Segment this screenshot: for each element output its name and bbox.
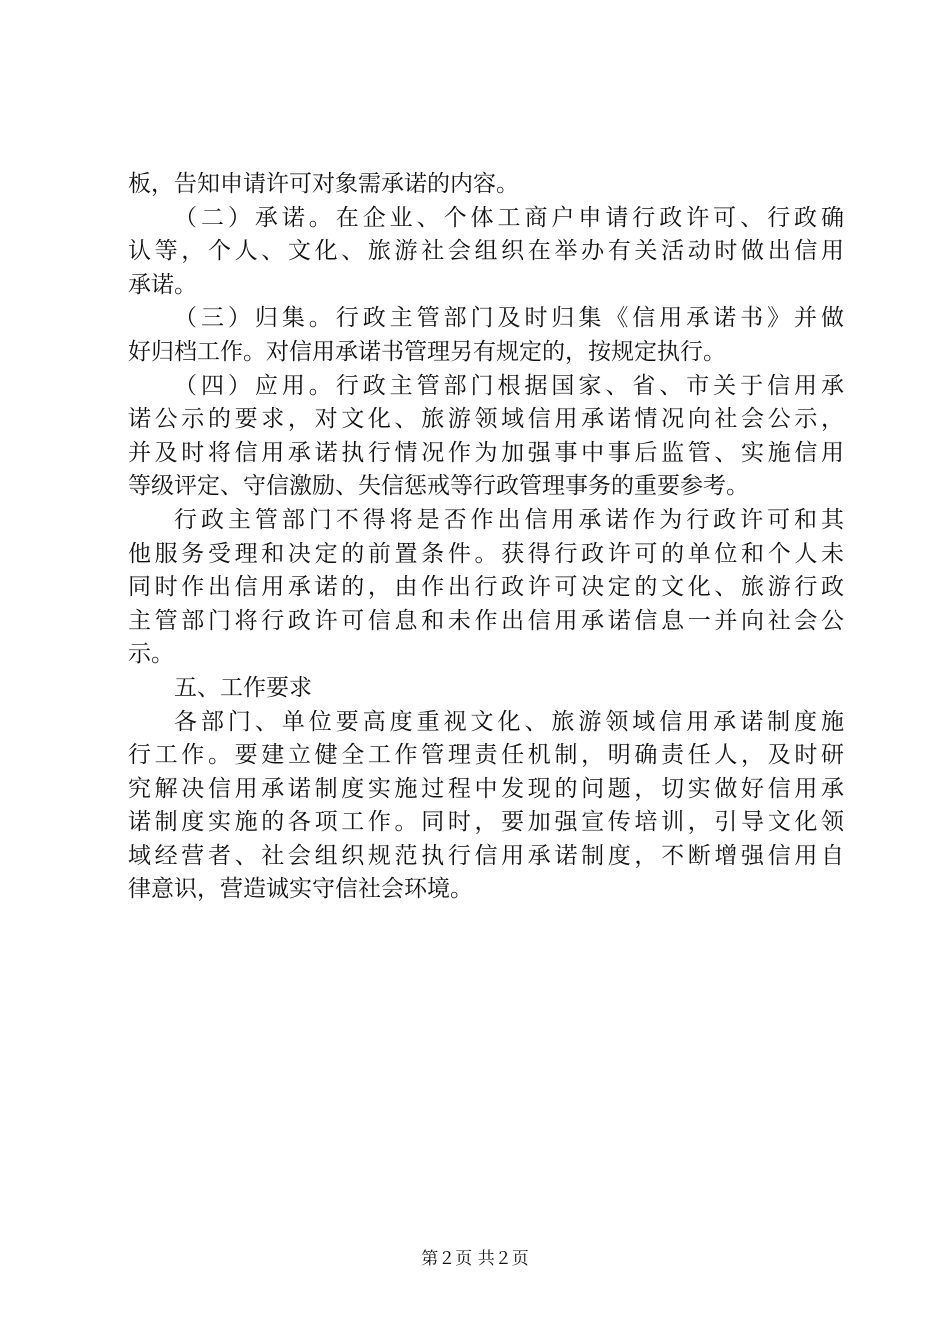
text-line: 行工作。要建立健全工作管理责任机制，明确责任人，及时研 [128,742,844,769]
text-line: 认等，个人、文化、旅游社会组织在举办有关活动时做出信用 [128,238,844,265]
text-line: 板，告知申请许可对象需承诺的内容。 [128,171,519,197]
text-line: 同时作出信用承诺的，由作出行政许可决定的文化、旅游行政 [128,574,844,601]
page-number-footer: 第２页 共２页 [421,1249,529,1269]
text-line: 他服务受理和决定的前置条件。获得行政许可的单位和个人未 [128,540,844,567]
text-line: 行政主管部门不得将是否作出信用承诺作为行政许可和其 [174,506,844,533]
text-line: 承诺。 [128,271,197,298]
text-line: 好归档工作。对信用承诺书管理另有规定的，按规定执行。 [128,338,726,365]
text-line: 究解决信用承诺制度实施过程中发现的问题，切实做好信用承 [128,775,844,802]
document-body [128,168,844,907]
text-line: 诺公示的要求，对文化、旅游领域信用承诺情况向社会公示， [128,406,844,433]
text-line: 律意识，营造诚实守信社会环境。 [128,876,473,903]
text-line: 诺制度实施的各项工作。同时，要加强宣传培训，引导文化领 [128,809,844,836]
text-line: 域经营者、社会组织规范执行信用承诺制度，不断增强信用自 [128,842,844,869]
text-line: （三）归集。行政主管部门及时归集《信用承诺书》并做 [174,305,844,332]
text-line: （二）承诺。在企业、个体工商户申请行政许可、行政确 [174,204,844,231]
text-line: （四）应用。行政主管部门根据国家、省、市关于信用承 [174,372,844,399]
text-line: 并及时将信用承诺执行情况作为加强事中事后监管、实施信用 [128,439,844,466]
text-line: 主管部门将行政许可信息和未作出信用承诺信息一并向社会公 [128,607,844,634]
section-heading: 五、工作要求 [174,674,312,701]
text-line: 示。 [128,641,174,668]
text-line: 各部门、单位要高度重视文化、旅游领域信用承诺制度施 [174,708,844,735]
text-line: 等级评定、守信激励、失信惩戒等行政管理事务的重要参考。 [128,473,749,500]
